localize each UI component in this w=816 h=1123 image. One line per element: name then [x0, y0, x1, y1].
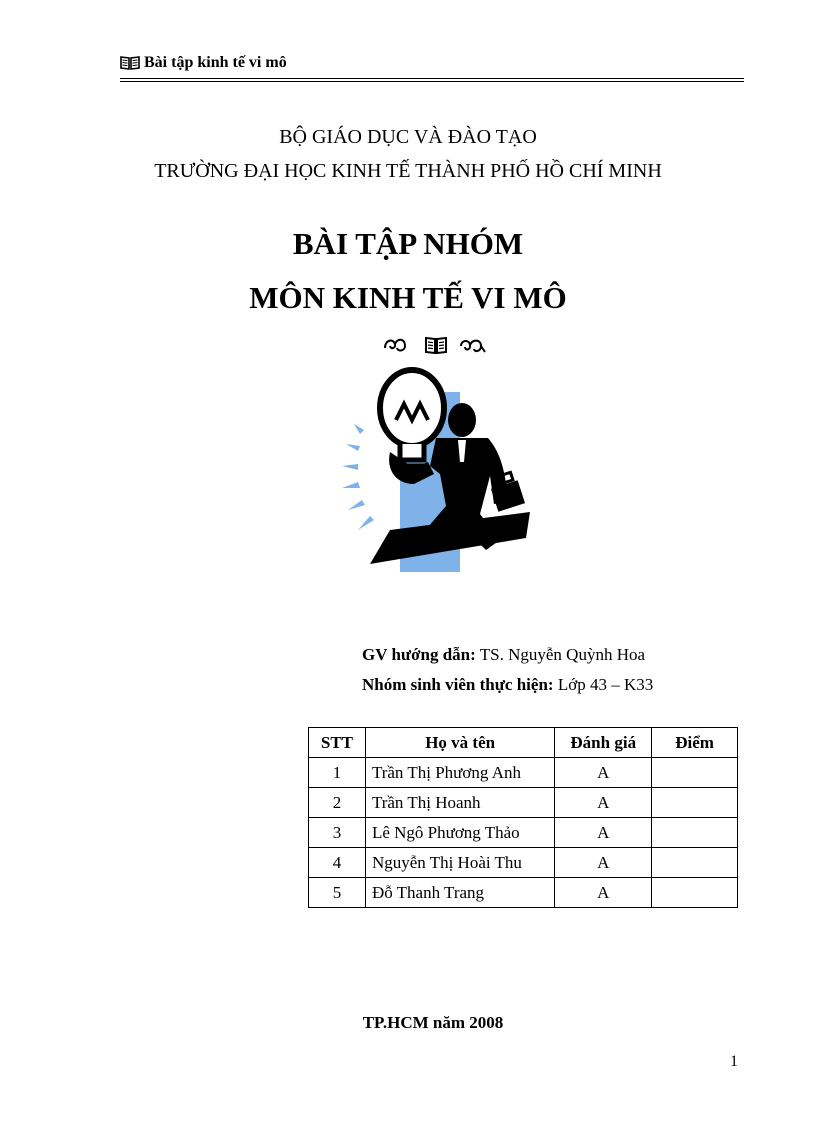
page-header — [120, 52, 744, 82]
cell-score — [652, 788, 738, 818]
cell-name: Lê Ngô Phương Thảo — [365, 818, 554, 848]
col-header-name: Họ và tên — [365, 728, 554, 758]
cell-grade: A — [555, 848, 652, 878]
table-row — [309, 818, 738, 848]
scroll-left-icon — [385, 340, 405, 351]
ornament-divider — [383, 334, 493, 356]
cell-stt: 1 — [309, 758, 366, 788]
cell-stt: 3 — [309, 818, 366, 848]
cell-grade: A — [555, 788, 652, 818]
cell-name: Nguyễn Thị Hoài Thu — [365, 848, 554, 878]
advisor-line — [362, 644, 645, 666]
cell-name: Đỗ Thanh Trang — [365, 878, 554, 908]
advisor-value: TS. Nguyễn Quỳnh Hoa — [479, 645, 646, 664]
cell-score — [652, 848, 738, 878]
advisor-label: GV hướng dẫn: — [362, 645, 476, 664]
open-book-icon — [426, 338, 446, 353]
city-year: TP.HCM năm 2008 — [362, 1013, 504, 1032]
cell-score — [652, 878, 738, 908]
group-value: Lớp 43 – K33 — [557, 675, 654, 694]
cell-grade: A — [555, 818, 652, 848]
open-book-icon — [120, 55, 140, 70]
cell-stt: 2 — [309, 788, 366, 818]
members-table — [308, 727, 738, 908]
table-row — [309, 848, 738, 878]
page-number: 1 — [730, 1053, 738, 1070]
table-row — [309, 788, 738, 818]
cell-grade: A — [555, 758, 652, 788]
col-header-stt: STT — [309, 728, 366, 758]
cell-score — [652, 818, 738, 848]
cell-name: Trần Thị Hoanh — [365, 788, 554, 818]
cell-stt: 5 — [309, 878, 366, 908]
university-name: TRƯỜNG ĐẠI HỌC KINH TẾ THÀNH PHỐ HỒ CHÍ MINH — [154, 160, 662, 182]
group-label: Nhóm sinh viên thực hiện: — [362, 675, 554, 694]
col-header-score: Điểm — [652, 728, 738, 758]
cell-stt: 4 — [309, 848, 366, 878]
cell-grade: A — [555, 878, 652, 908]
table-row — [309, 758, 738, 788]
table-header-row — [309, 728, 738, 758]
businessman-lightbulb-icon — [330, 364, 530, 574]
cell-score — [652, 758, 738, 788]
cell-name: Trần Thị Phương Anh — [365, 758, 554, 788]
table-row — [309, 878, 738, 908]
col-header-grade: Đánh giá — [555, 728, 652, 758]
document-title-line2: MÔN KINH TẾ VI MÔ — [249, 280, 567, 315]
header-title: Bài tập kinh tế vi mô — [144, 54, 287, 71]
scroll-right-icon — [461, 341, 485, 352]
group-line — [362, 674, 653, 696]
ministry-name: BỘ GIÁO DỤC VÀ ĐÀO TẠO — [279, 126, 537, 148]
document-title-line1: BÀI TẬP NHÓM — [292, 226, 524, 261]
